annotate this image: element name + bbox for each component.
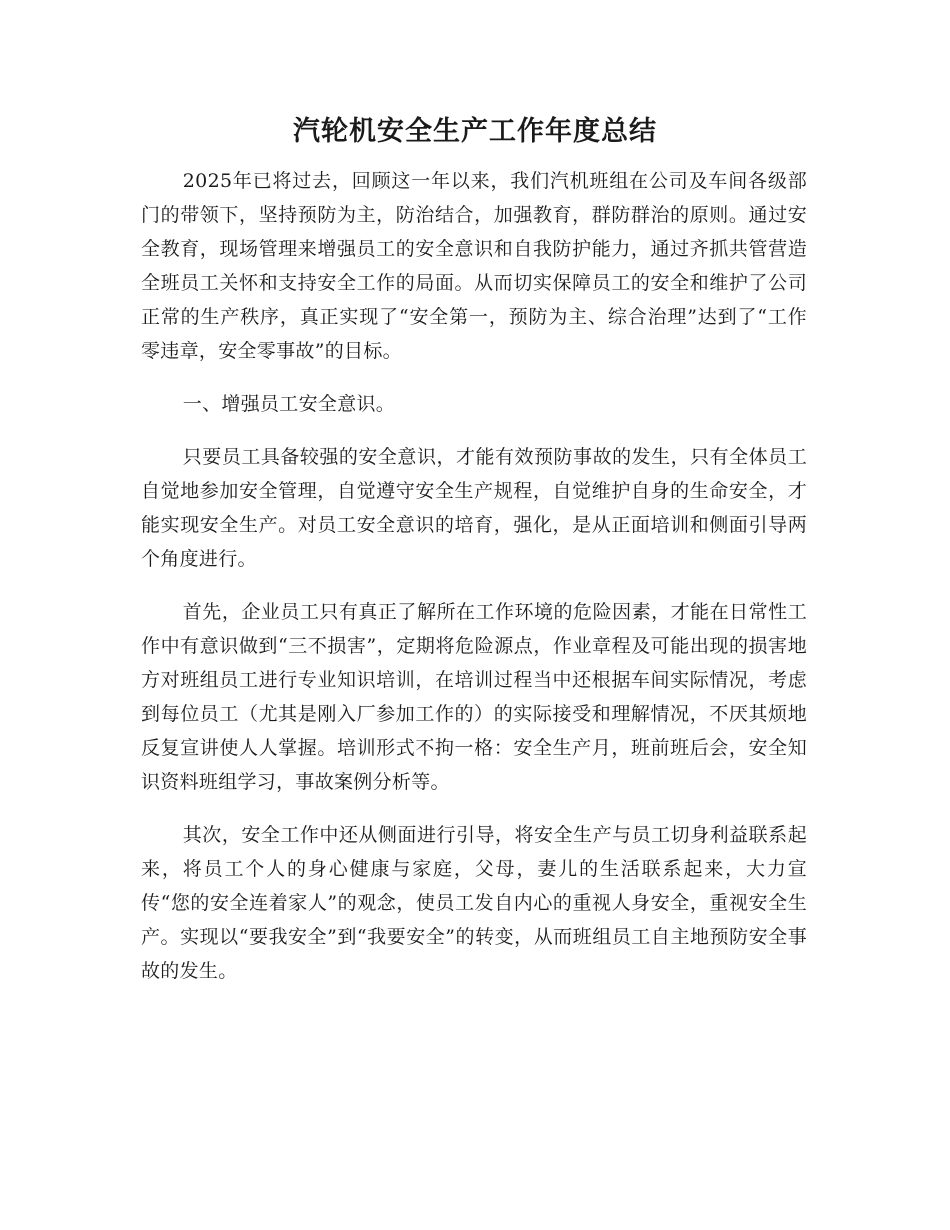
paragraph-intro: 2025年已将过去，回顾这一年以来，我们汽机班组在公司及车间各级部门的带领下，坚持预防为主，防治结合，加强教育，群防群治的原则。通过安全教育，现场管理来增强员工的安全意识和自我防护能力，通过齐抓共管营造全班员工关怀和支持安全工作的局面。从而切实保障员工的安全和维护了公司正常的生产秩序，真正实现了“安全第一，预防为主、综合治理”达到了“工作零违章，安全零事故”的目标。	[141, 170, 807, 362]
document-body	[141, 164, 807, 988]
document-title: 汽轮机安全生产工作年度总结	[293, 116, 657, 147]
paragraph-spacer	[141, 421, 807, 440]
paragraph-second: 其次，安全工作中还从侧面进行引导，将安全生产与员工切身利益联系起来，将员工个人的身心健康与家庭，父母，妻儿的生活联系起来，大力宣传“您的安全连着家人”的观念，使员工发自内心的重视人身安全，重视安全生产。实现以“要我安全”到“我要安全”的转变，从而班组员工自主地预防安全事故的发生。	[141, 824, 807, 982]
section-heading-1: 一、增强员工安全意识。	[182, 393, 396, 415]
paragraph-spacer	[141, 799, 807, 818]
paragraph-spacer	[141, 368, 807, 387]
paragraph-spacer	[141, 576, 807, 595]
paragraph-awareness: 只要员工具备较强的安全意识，才能有效预防事故的发生，只有全体员工自觉地参加安全管理，自觉遵守安全生产规程，自觉维护自身的生命安全，才能实现安全生产。对员工安全意识的培育，强化，是从正面培训和侧面引导两个角度进行。	[141, 446, 807, 570]
paragraph-first: 首先，企业员工只有真正了解所在工作环境的危险因素，才能在日常性工作中有意识做到“三不损害”，定期将危险源点，作业章程及可能出现的损害地方对班组员工进行专业知识培训，在培训过程当中还根据车间实际情况，考虑到每位员工（尤其是刚入厂参加工作的）的实际接受和理解情况，不厌其烦地反复宣讲使人人掌握。培训形式不拘一格：安全生产月，班前班后会，安全知识资料班组学习，事故案例分析等。	[141, 601, 807, 793]
